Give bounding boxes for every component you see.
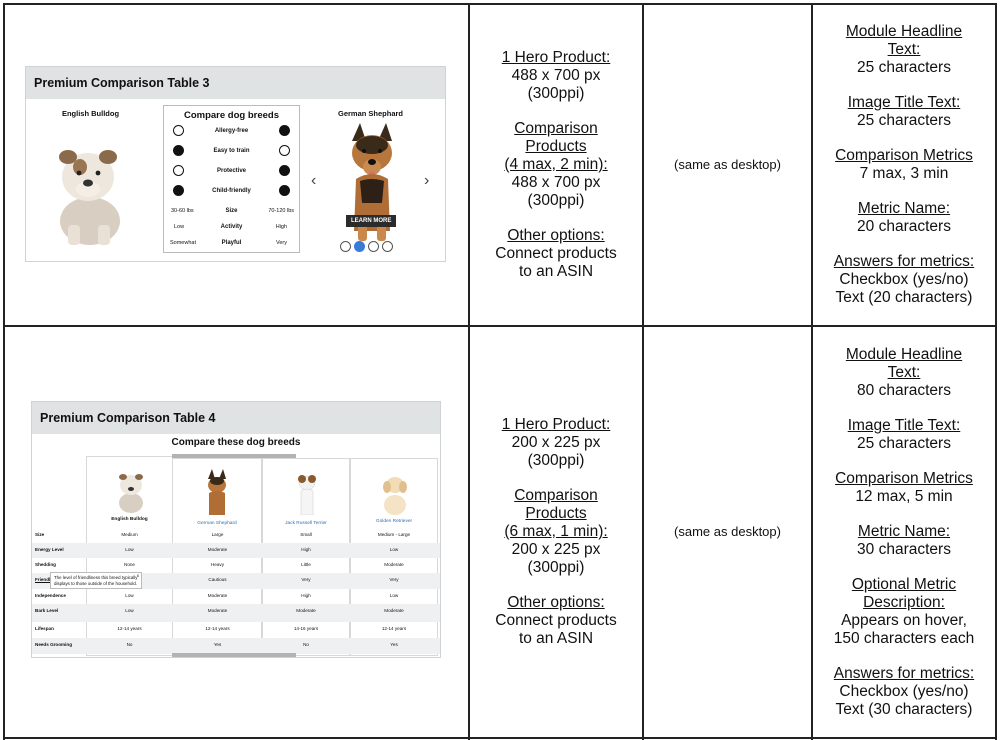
unchecked-circle-icon	[279, 145, 290, 156]
hero-size: 200 x 225 px	[511, 434, 601, 451]
cell: Moderate	[384, 562, 404, 567]
metric-name-label: Metric Name:	[857, 522, 951, 540]
other-option: to an ASIN	[518, 263, 594, 280]
mockup-title: Premium Comparison Table 4	[32, 402, 440, 434]
other-options-label: Other options:	[507, 594, 605, 611]
metric-name: Playful	[221, 240, 242, 246]
hero-label: 1 Hero Product:	[501, 49, 611, 66]
text-limits-cell	[813, 327, 995, 737]
mobile-specs-cell	[644, 327, 811, 737]
same-as-desktop: (same as desktop)	[674, 524, 781, 539]
table-row	[32, 543, 440, 558]
column-divider	[995, 3, 997, 740]
table-row	[32, 604, 440, 622]
hero-ppi: (300ppi)	[527, 85, 585, 102]
answers-option: Text (30 characters)	[835, 700, 973, 718]
pager-dot[interactable]	[340, 241, 351, 252]
pager-dot[interactable]	[368, 241, 379, 252]
hero-size: 488 x 700 px	[511, 67, 601, 84]
mockup-title: Premium Comparison Table 3	[26, 67, 445, 99]
metrics-label: Comparison Metrics	[835, 147, 973, 164]
desktop-specs-cell	[470, 327, 642, 737]
product-name[interactable]: Golden Retriever	[375, 519, 413, 524]
answers-option: Checkbox (yes/no)	[839, 682, 969, 700]
table-border-bottom	[3, 737, 997, 739]
metric-name-value: 20 characters	[857, 218, 951, 235]
comparison-ppi: (300ppi)	[527, 192, 585, 209]
cell: Heavy	[210, 562, 225, 567]
metric-row	[164, 220, 299, 234]
metric-name: Child-friendly	[212, 188, 251, 194]
cell: High	[301, 547, 311, 552]
cell: Very	[301, 577, 311, 582]
bulldog-thumbnail	[115, 469, 147, 513]
compare-title: Compare these dog breeds	[171, 437, 301, 448]
comparison-ppi: (300ppi)	[527, 559, 585, 576]
cell: Moderate	[207, 608, 228, 613]
cell: 12-14 years	[117, 626, 142, 631]
chevron-right-icon[interactable]: ›	[424, 172, 430, 189]
row-label: Needs Grooming	[35, 642, 73, 647]
checked-circle-icon	[279, 185, 290, 196]
optional-description-label: Optional Metric	[851, 575, 957, 593]
metric-row	[164, 164, 299, 178]
cell: Moderate	[384, 608, 404, 613]
metric-row	[164, 236, 299, 250]
cell: None	[124, 562, 135, 567]
image-title-label: Image Title Text:	[847, 94, 961, 111]
cell: Yes	[213, 642, 222, 647]
product-name: English Bulldog	[111, 517, 148, 522]
close-icon[interactable]: x	[136, 573, 139, 578]
german-shepherd-thumbnail	[203, 469, 231, 515]
desktop-specs-cell	[470, 5, 642, 325]
cell: Medium	[121, 532, 138, 537]
right-product-title: German Shephard	[337, 109, 404, 118]
other-option: Connect products	[495, 245, 617, 262]
row-label: Independence	[35, 593, 66, 598]
cell: Low	[389, 593, 399, 598]
learn-more-button[interactable]: LEARN MORE	[346, 215, 396, 227]
row-label: Size	[35, 532, 45, 537]
other-option: to an ASIN	[518, 630, 594, 647]
table-row	[32, 528, 440, 543]
table-row	[32, 638, 440, 654]
cell: 12-14 years	[381, 626, 407, 631]
chevron-left-icon[interactable]: ‹	[311, 172, 317, 189]
image-title-value: 25 characters	[857, 434, 951, 452]
answers-option: Text (20 characters)	[835, 289, 973, 306]
same-as-desktop: (same as desktop)	[674, 157, 781, 172]
metric-name: Size	[225, 208, 238, 214]
cell: No	[126, 642, 133, 647]
comparison-label: (4 max, 2 min):	[504, 156, 608, 173]
cell: Little	[301, 562, 311, 567]
cell: Small	[300, 532, 312, 537]
compare-box	[163, 105, 300, 253]
carousel-pager	[340, 241, 393, 252]
table-row	[32, 622, 440, 638]
hero-ppi: (300ppi)	[527, 452, 585, 469]
bulldog-image	[48, 133, 132, 247]
metric-row	[164, 124, 299, 138]
cell: 14-16 years	[293, 626, 319, 631]
comparison-size: 200 x 225 px	[511, 541, 601, 558]
metric-name: Activity	[220, 224, 243, 230]
comparison-size: 488 x 700 px	[511, 174, 601, 191]
cell: Yes	[390, 642, 398, 647]
headline-label: Text:	[887, 41, 921, 58]
comparison-label: Comparison	[514, 487, 598, 504]
optional-description-value: 150 characters each	[833, 629, 975, 647]
metric-row	[164, 144, 299, 158]
table-row	[32, 589, 440, 604]
cell: Low	[389, 547, 399, 552]
metric-name: Allergy-free	[214, 128, 249, 134]
image-title-value: 25 characters	[857, 112, 951, 129]
table-row	[32, 558, 440, 573]
metrics-value: 7 max, 3 min	[859, 165, 949, 182]
checked-circle-icon	[279, 165, 290, 176]
headline-label: Module Headline	[845, 23, 963, 40]
cell: Medium - Large	[377, 532, 411, 537]
optional-description-value: Appears on hover,	[841, 611, 967, 629]
right-value: 70-120 lbs	[268, 208, 294, 214]
checked-circle-icon	[279, 125, 290, 136]
answers-label: Answers for metrics:	[833, 664, 975, 682]
cell: 12-14 years	[205, 626, 230, 631]
headline-label: Module Headline	[845, 345, 963, 363]
headline-value: 25 characters	[857, 59, 951, 76]
right-value: Very	[275, 240, 287, 246]
cell: Very	[389, 577, 399, 582]
cell: Moderate	[296, 608, 316, 613]
jack-russell-thumbnail	[293, 469, 321, 515]
mobile-specs-cell	[644, 5, 811, 325]
metric-tooltip	[50, 572, 142, 589]
left-value: Somewhat	[170, 240, 196, 246]
headline-value: 80 characters	[857, 381, 951, 399]
comparison-label: Comparison	[514, 120, 598, 137]
product-name[interactable]: German Shephard	[197, 521, 237, 526]
comparison-label: (6 max, 1 min):	[504, 523, 608, 540]
text-limits-cell	[813, 5, 995, 325]
compare-title: Compare dog breeds	[183, 110, 280, 121]
left-product-title: English Bulldog	[61, 109, 120, 118]
metric-name: Easy to train	[213, 148, 250, 154]
cell: Moderate	[207, 547, 228, 552]
answers-option: Checkbox (yes/no)	[839, 271, 969, 288]
comparison-table-4-mockup	[31, 401, 441, 658]
cell: Low	[125, 608, 134, 613]
metric-name-label: Metric Name:	[857, 200, 951, 217]
cell: High	[301, 593, 311, 598]
metric-name: Protective	[216, 168, 246, 174]
comparison-grid	[32, 454, 440, 657]
highlight-bar	[172, 653, 296, 657]
metric-name-value: 30 characters	[857, 540, 951, 558]
cell: No	[303, 642, 309, 647]
other-option: Connect products	[495, 612, 617, 629]
comparison-label: Products	[525, 138, 587, 155]
comparison-table-3-mockup	[25, 66, 446, 262]
pager-dot-active[interactable]	[354, 241, 365, 252]
image-title-label: Image Title Text:	[847, 416, 961, 434]
right-value: High	[275, 224, 287, 230]
product-name[interactable]: Jack Russell Terrier	[285, 521, 327, 526]
cell: Moderate	[207, 593, 228, 598]
cell: Low	[125, 593, 134, 598]
metric-row	[164, 184, 299, 198]
column-divider	[3, 3, 5, 740]
left-value: 30-60 lbs	[171, 208, 194, 214]
row-label: Energy Level	[35, 547, 64, 552]
golden-retriever-thumbnail	[379, 471, 411, 515]
optional-description-label: Description:	[863, 593, 945, 611]
row-label: Lifespan	[35, 626, 54, 631]
metrics-label: Comparison Metrics	[835, 469, 973, 487]
cell: Cautious	[208, 577, 227, 582]
hero-label: 1 Hero Product:	[501, 416, 611, 433]
tooltip-text: displays to those outside of the household.	[54, 580, 137, 586]
cell: Large	[211, 532, 224, 537]
left-value: Low	[174, 224, 185, 230]
metric-row	[164, 204, 299, 218]
pager-dot[interactable]	[382, 241, 393, 252]
row-label: Bark Level	[35, 608, 59, 613]
cell: Low	[125, 547, 134, 552]
headline-label: Text:	[887, 363, 921, 381]
answers-label: Answers for metrics:	[833, 253, 975, 270]
comparison-label: Products	[525, 505, 587, 522]
tooltip-text: The level of friendliness this breed typically	[54, 575, 138, 580]
metrics-value: 12 max, 5 min	[855, 487, 953, 505]
other-options-label: Other options:	[507, 227, 605, 244]
row-label[interactable]: Friendl	[35, 577, 51, 582]
row-label: Shedding	[35, 562, 56, 567]
